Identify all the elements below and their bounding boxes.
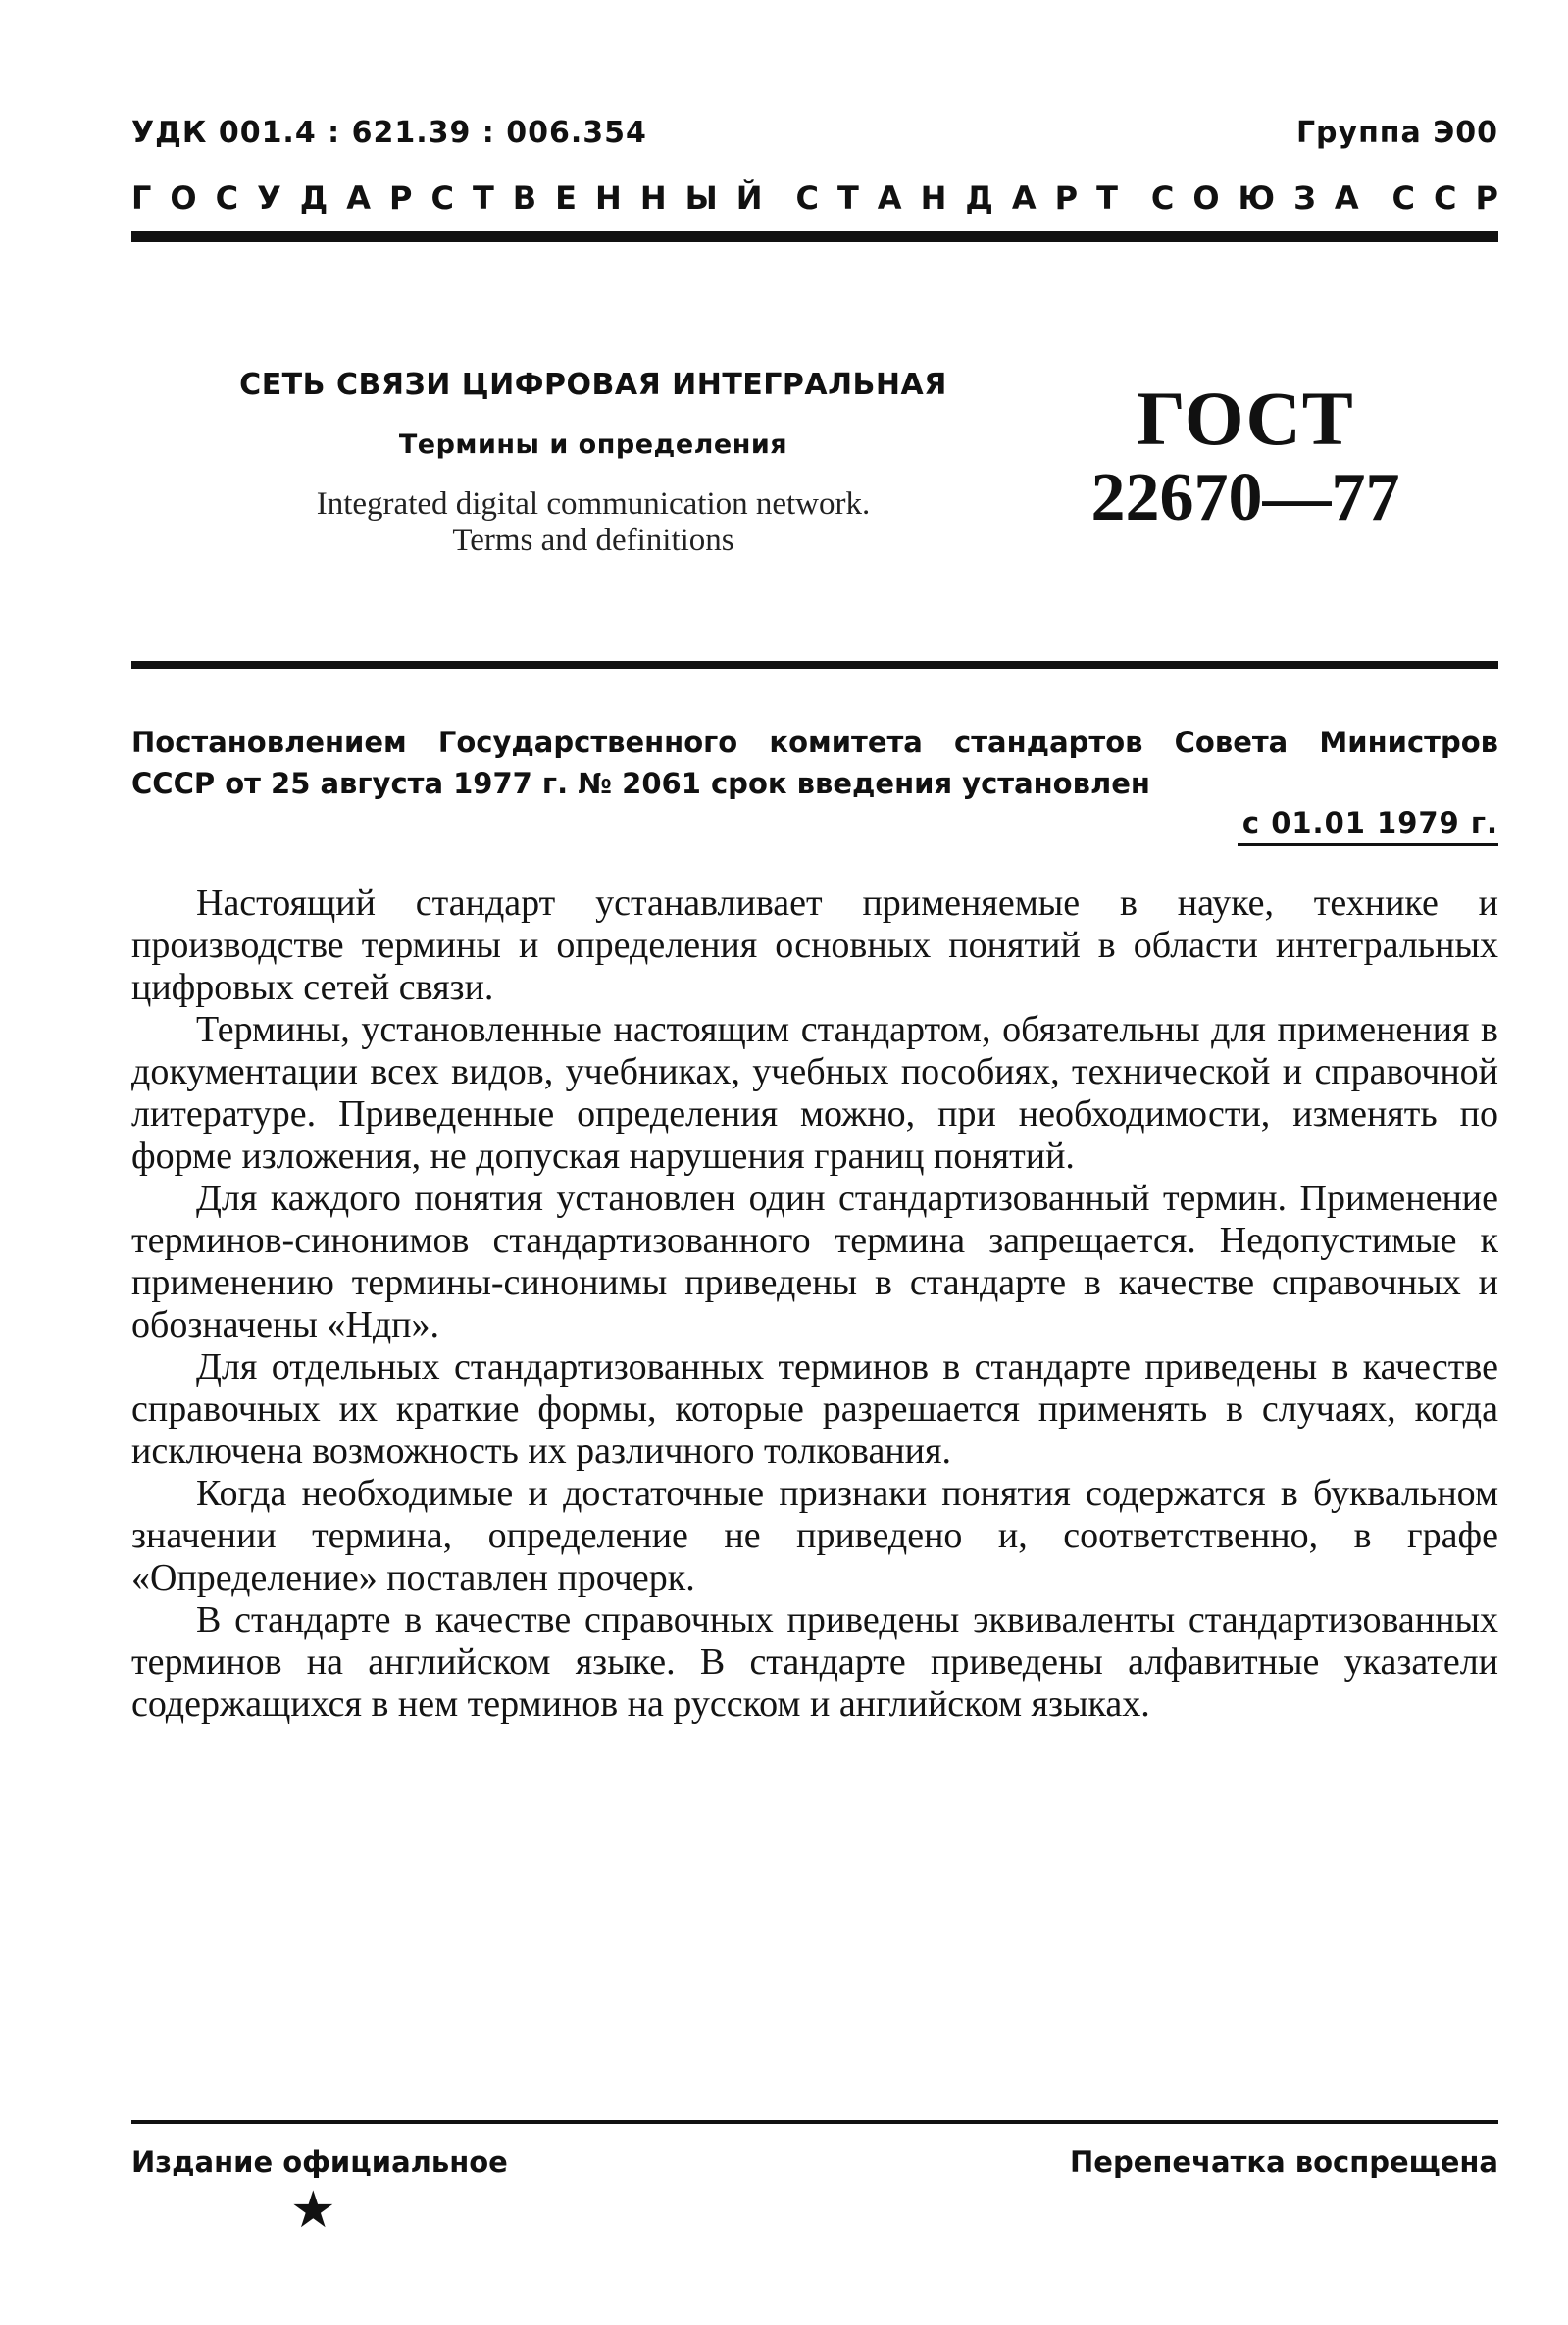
state-standard-word: ССР [1391,179,1517,217]
state-standard-word: СОЮЗА [1150,179,1378,217]
body-paragraph: Настоящий стандарт устанавливает применяемые в науке, технике и производстве термины и определения основных понятий в области интегральных цифровых сетей связи. [131,883,1498,1008]
decree-line-1: Постановлением Государственного комитета стандартов Совета Министров [131,726,1498,759]
reprint-prohibited-note: Перепечатка воспрещена [1070,2146,1498,2179]
udk-code: УДК 001.4 : 621.39 : 006.354 [131,116,647,150]
official-edition-note: Издание официальное [131,2146,508,2179]
gost-label: ГОСТ [1137,376,1354,461]
effective-date: с 01.01 1979 г. [1241,806,1498,839]
body-paragraph: В стандарте в качестве справочных приведены эквиваленты стандартизованных терминов на английском языке. В стандарте приведены алфавитные указатели содержащихся в нем терминов на русском и английском языках. [131,1599,1498,1725]
top-divider [131,231,1498,242]
english-title-line-2: Terms and definitions [452,523,734,558]
body-paragraph: Когда необходимые и достаточные признаки понятия содержатся в буквальном значении термина, определение не приведено и, соответственно, в графе «Определение» поставлен прочерк. [131,1473,1498,1598]
body-paragraph: Для каждого понятия установлен один стандартизованный термин. Применение терминов-синонимов стандартизованного термина запрещается. Недопустимые к применению термины-синонимы приведены в стандарте в качестве справочных и обозначены «Ндп». [131,1178,1498,1345]
bottom-divider [131,2120,1498,2124]
state-standard-word: СТАНДАРТ [795,179,1137,217]
state-standard-heading [131,179,1517,217]
group-code: Группа Э00 [1295,116,1498,150]
body-paragraph: Для отдельных стандартизованных терминов в стандарте приведены в качестве справочных их краткие формы, которые разрешается применять в случаях, когда исключена возможность их различного толкования. [131,1346,1498,1472]
effective-date-underline [1238,843,1498,846]
body-text [131,883,1498,1726]
document-title: СЕТЬ СВЯЗИ ЦИФРОВАЯ ИНТЕГРАЛЬНАЯ [239,368,947,402]
document-subtitle: Термины и определения [398,430,788,460]
body-paragraph: Термины, установленные настоящим стандартом, обязательны для применения в документации всех видов, учебниках, учебных пособиях, технической и справочной литературе. Приведенные определения можно, при необходимости, изменять по форме изложения, не допуская нарушения границ понятий. [131,1009,1498,1177]
english-title-line-1: Integrated digital communication network. [316,486,871,522]
state-standard-word: ГОСУДАРСТВЕННЫЙ [131,179,782,217]
gost-number: 22670—77 [1090,460,1400,535]
decree-line-2: СССР от 25 августа 1977 г. № 2061 срок введения установлен [131,767,1150,800]
star-icon: ★ [290,2181,336,2240]
middle-divider [131,661,1498,669]
